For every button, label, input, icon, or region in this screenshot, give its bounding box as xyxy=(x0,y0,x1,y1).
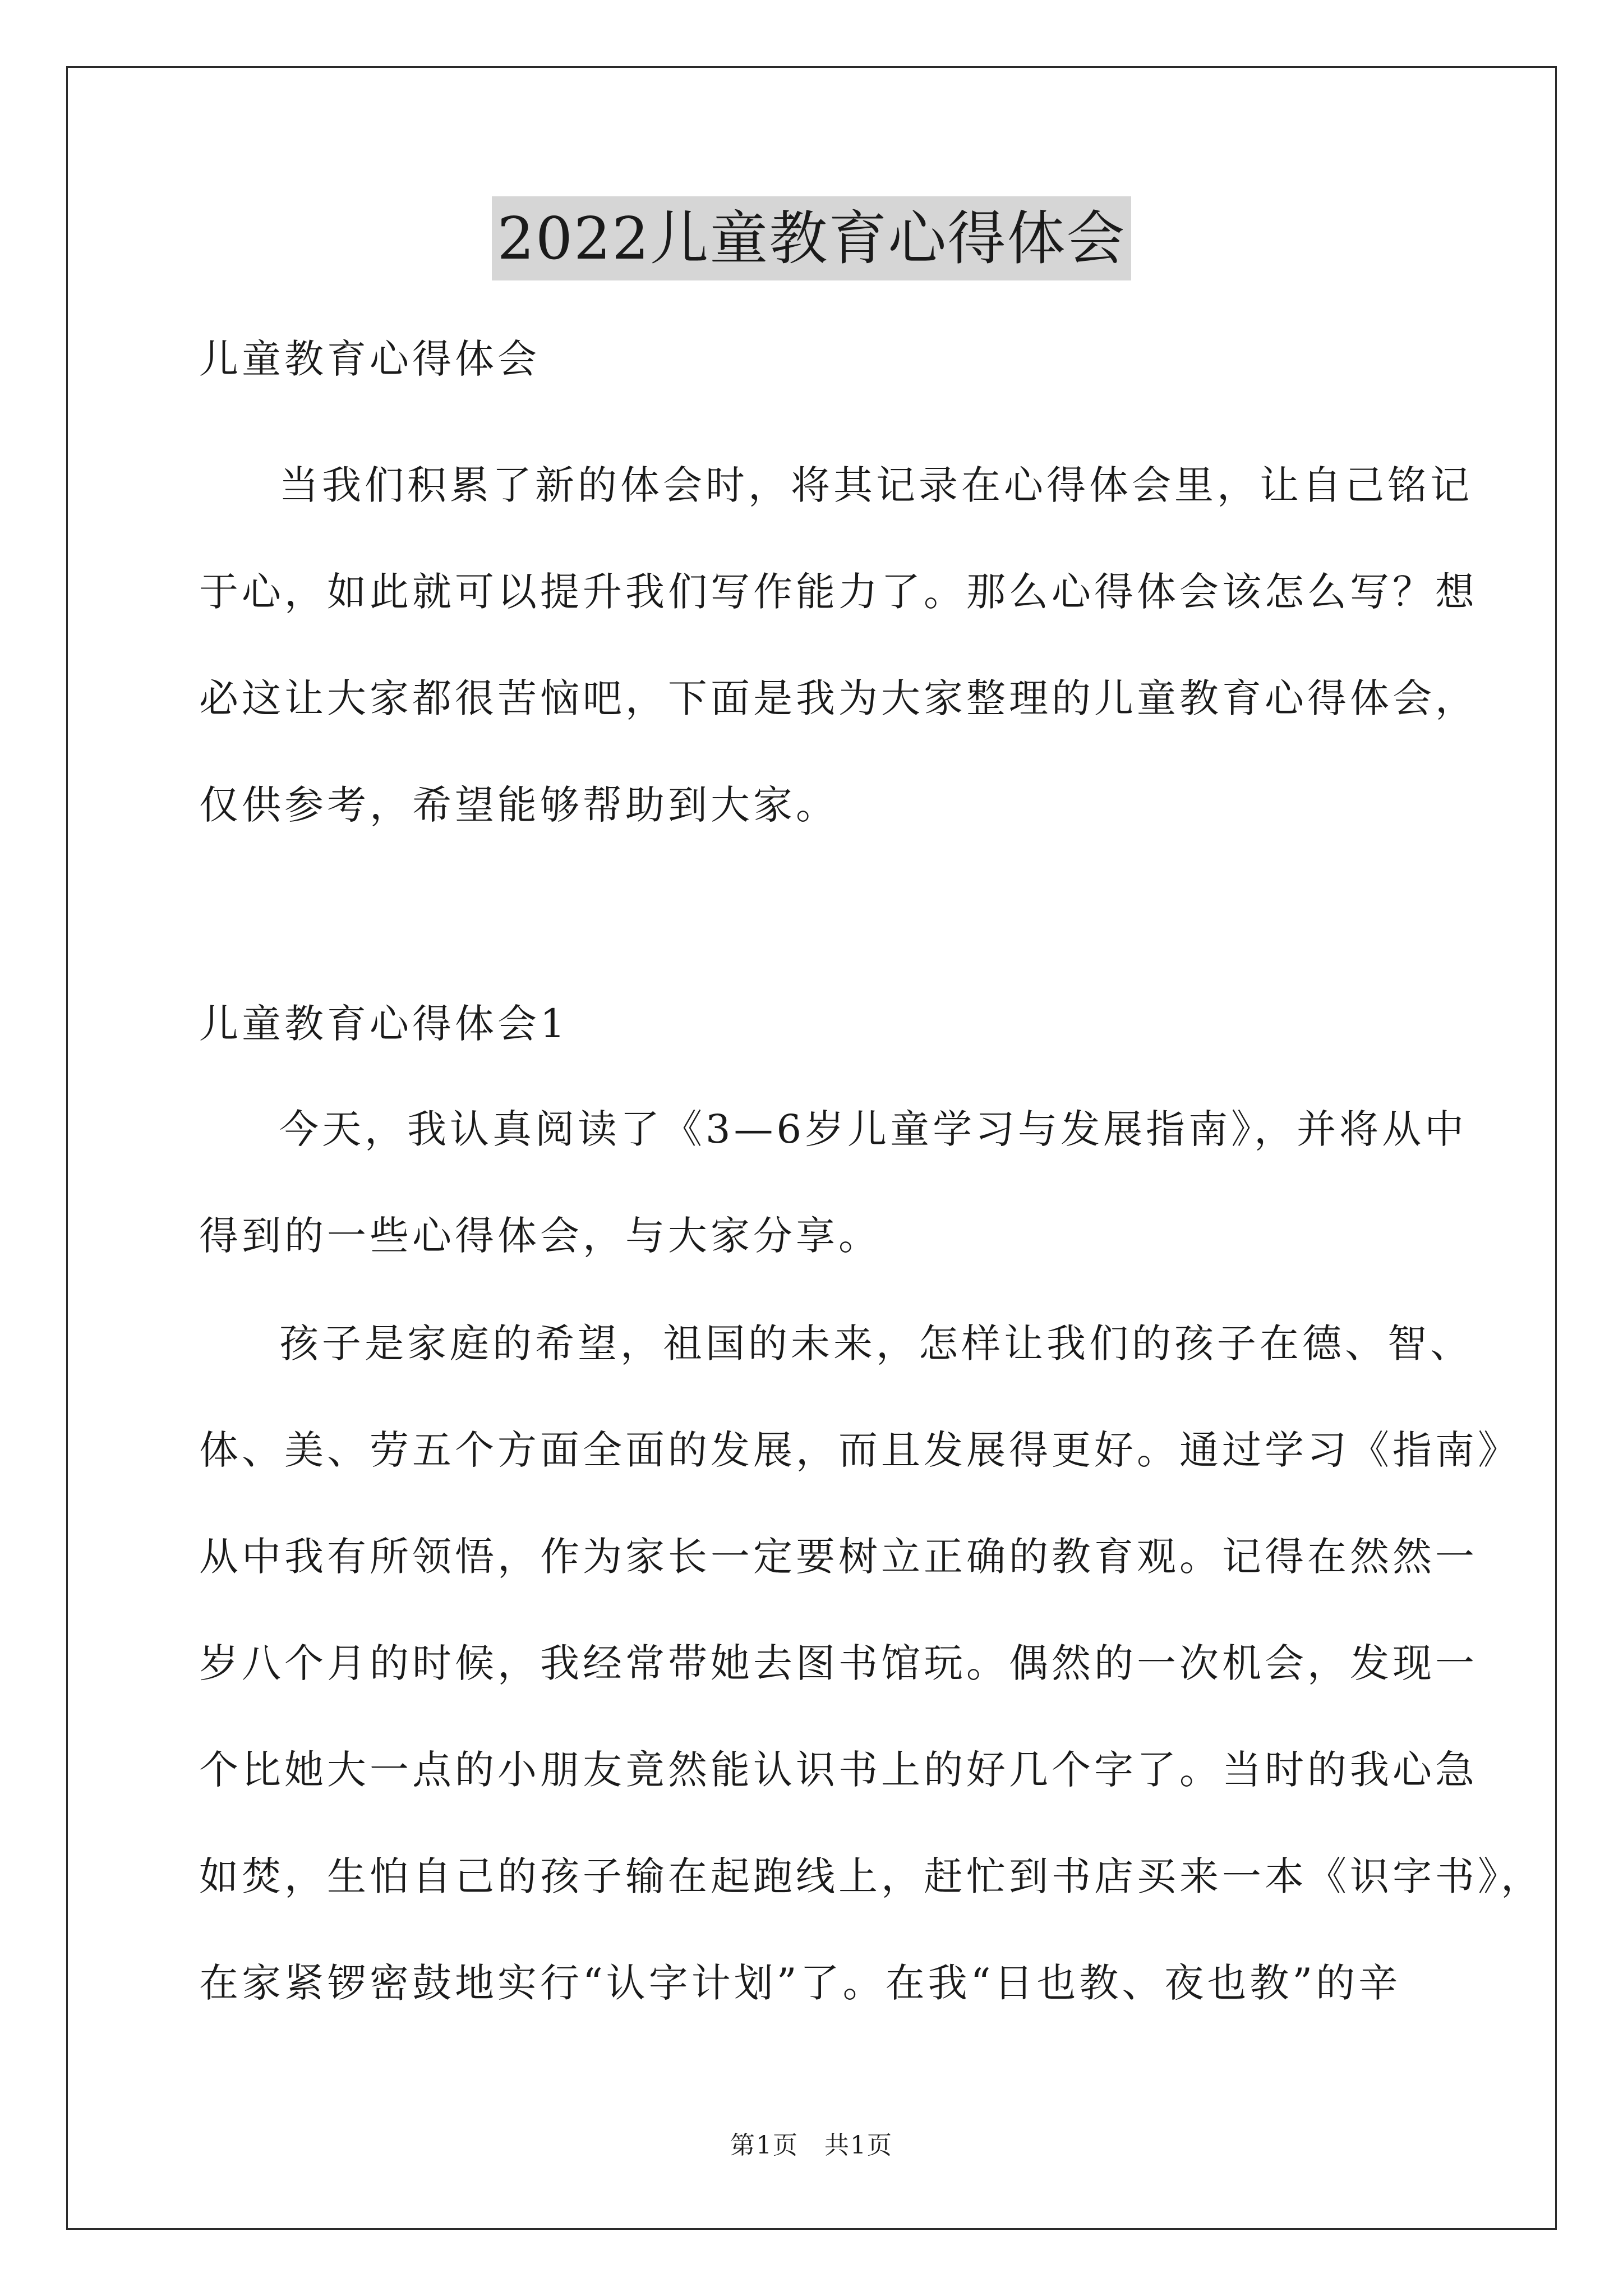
title-wrapper xyxy=(0,196,1623,280)
paragraph-line: 岁八个月的时候，我经常带她去图书馆玩。偶然的一次机会，发现一 xyxy=(199,1640,1478,1686)
section-heading: 儿童教育心得体会 xyxy=(199,336,540,382)
paragraph-line: 体、美、劳五个方面全面的发展，而且发展得更好。通过学习《指南》 xyxy=(199,1427,1520,1473)
paragraph-line: 如焚，生怕自己的孩子输在起跑线上，赶忙到书店买来一本《识字书》， xyxy=(199,1853,1543,1899)
paragraph-line: 今天，我认真阅读了《3—6岁儿童学习与发展指南》，并将从中 xyxy=(279,1106,1468,1152)
paragraph-line: 个比她大一点的小朋友竟然能认识书上的好几个字了。当时的我心急 xyxy=(199,1747,1478,1793)
paragraph-line: 仅供参考，希望能够帮助到大家。 xyxy=(199,782,838,828)
page-footer: 第1页 共1页 xyxy=(730,2131,893,2160)
section-heading: 儿童教育心得体会1 xyxy=(199,1001,569,1047)
paragraph-line: 得到的一些心得体会，与大家分享。 xyxy=(199,1213,881,1259)
paragraph-line: 在家紧锣密鼓地实行“认字计划”了。在我“日也教、夜也教”的辛 xyxy=(199,1960,1401,2006)
paragraph-line: 必这让大家都很苦恼吧，下面是我为大家整理的儿童教育心得体会， xyxy=(199,675,1478,721)
document-title: 2022儿童教育心得体会 xyxy=(492,196,1132,280)
paragraph-line: 从中我有所领悟，作为家长一定要树立正确的教育观。记得在然然一 xyxy=(199,1534,1478,1580)
paragraph-line: 当我们积累了新的体会时，将其记录在心得体会里，让自己铭记 xyxy=(279,462,1473,508)
paragraph-line: 孩子是家庭的希望，祖国的未来，怎样让我们的孩子在德、智、 xyxy=(279,1320,1473,1366)
paragraph-line: 于心，如此就可以提升我们写作能力了。那么心得体会该怎么写？想 xyxy=(199,569,1478,615)
